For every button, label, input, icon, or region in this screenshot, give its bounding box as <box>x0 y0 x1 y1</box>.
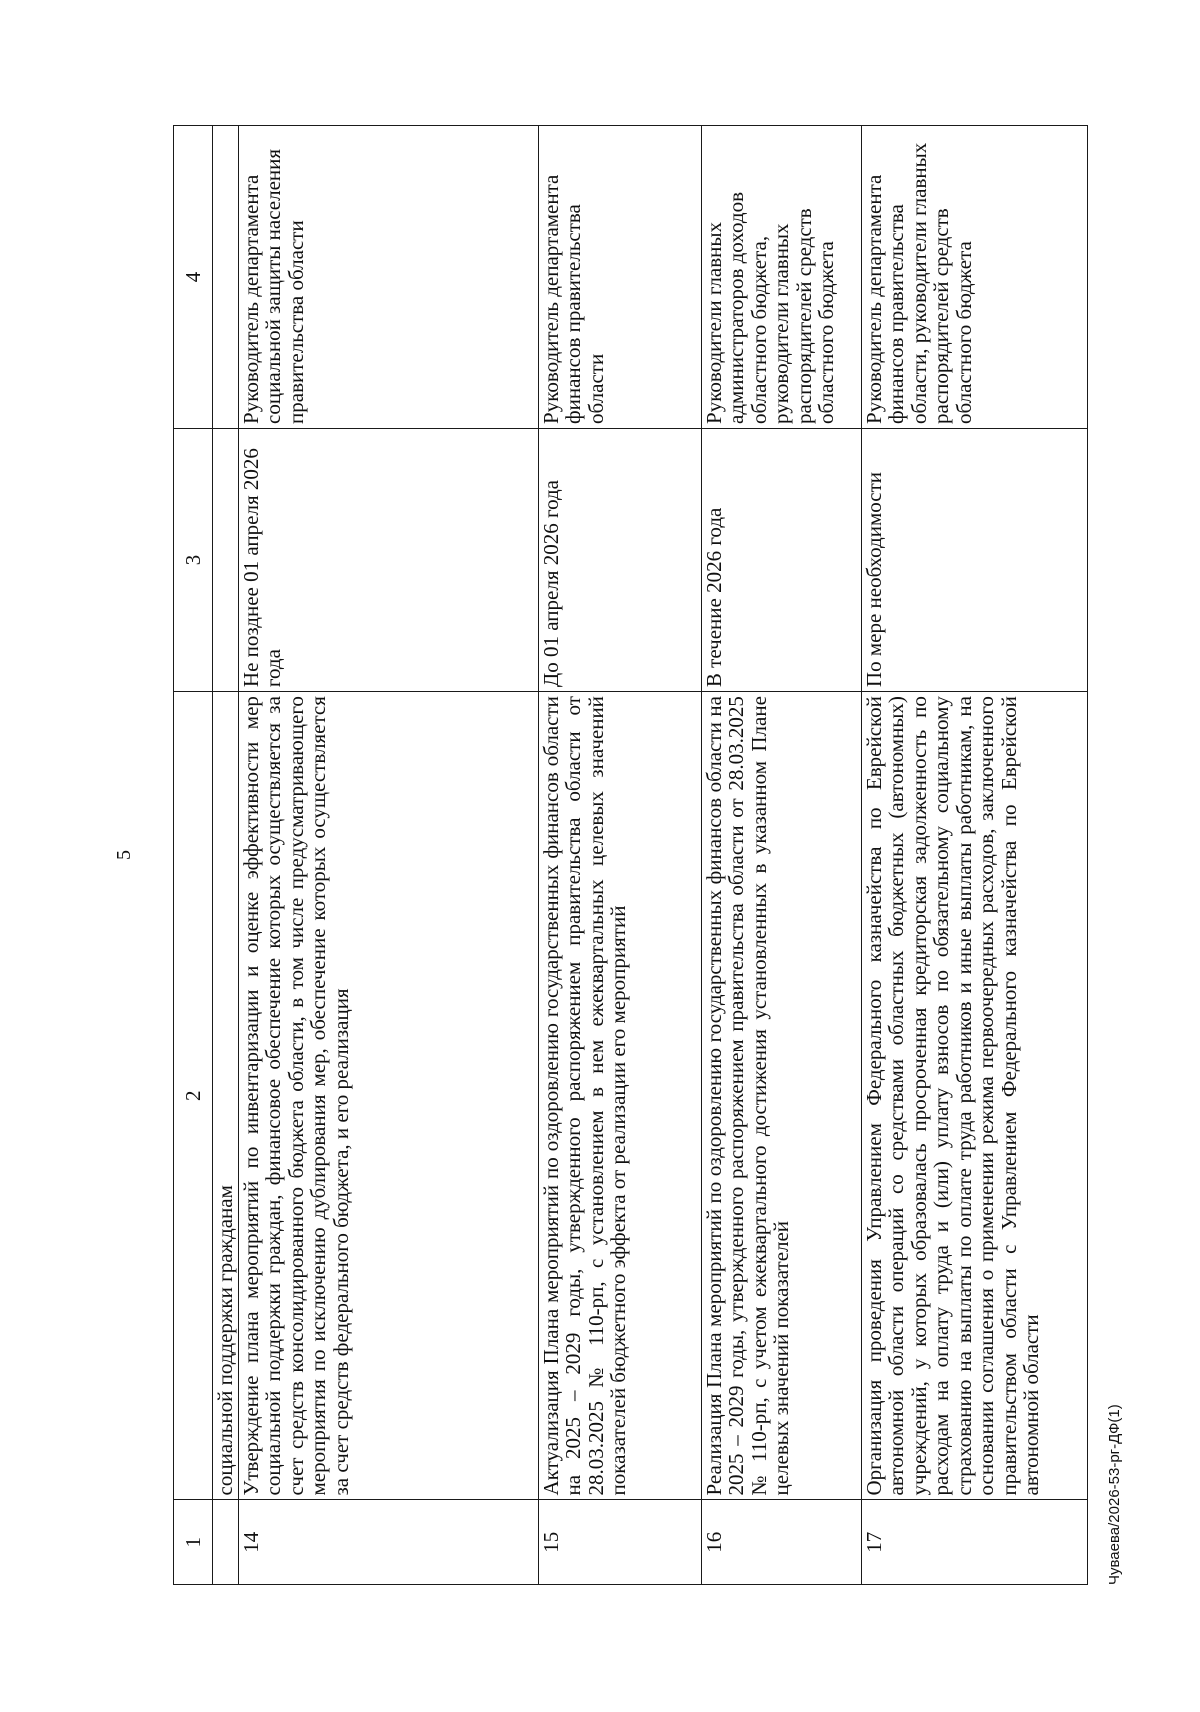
rotated-page <box>113 125 1088 1585</box>
row-number: 17 <box>861 1500 1088 1585</box>
section-title: социальной поддержки гражданам <box>213 692 239 1500</box>
activity-cell: Реализация Плана мероприятий по оздоровлению государственных финансов области на 2025 – 2029 годы, утвержденного распоряжением правительства области от 28.03.2025 № 110-рп, с учетом ежеквартального достижения установленных в указанном Плане целевых значений показателей <box>701 692 861 1500</box>
table-row <box>701 126 861 1585</box>
table-row <box>238 126 538 1585</box>
section-spacer-cell <box>213 428 239 691</box>
deadline-cell: По мере необходимости <box>861 428 1088 691</box>
column-header: 2 <box>174 692 213 1500</box>
plan-table <box>173 125 1088 1585</box>
responsible-cell: Руководитель департамента финансов правительства области, руководители главных распорядителей средств областного бюджета <box>861 126 1088 429</box>
responsible-cell: Руководители главных администраторов доходов областного бюджета, руководители главных распорядителей средств областного бюджета <box>701 126 861 429</box>
responsible-cell: Руководитель департамента финансов правительства области <box>538 126 701 429</box>
activity-cell: Актуализация Плана мероприятий по оздоровлению государственных финансов области на 2025 – 2029 годы, утвержденного распоряжением правительства области от 28.03.2025 № 110-рп, с установлением в нем ежеквартальных целевых значений показателей бюджетного эффекта от реализации его мероприятий <box>538 692 701 1500</box>
section-row <box>213 126 239 1585</box>
row-number: 14 <box>238 1500 538 1585</box>
column-header: 3 <box>174 428 213 691</box>
responsible-cell: Руководитель департамента социальной защиты населения правительства области <box>238 126 538 429</box>
page-number: 5 <box>113 850 135 860</box>
activity-cell: Утверждение плана мероприятий по инвентаризации и оценке эффективности мер социальной поддержки граждан, финансовое обеспечение которых осуществляется за счет средств консолидированного бюджета области, в том числе предусматривающего мероприятия по исключению дублирования мер, обеспечение которых осуществляется за счет средств федерального бюджета, и его реализация <box>238 692 538 1500</box>
row-number: 16 <box>701 1500 861 1585</box>
deadline-cell: До 01 апреля 2026 года <box>538 428 701 691</box>
deadline-cell: В течение 2026 года <box>701 428 861 691</box>
table-header-row <box>174 126 213 1585</box>
column-header: 1 <box>174 1500 213 1585</box>
row-number: 15 <box>538 1500 701 1585</box>
activity-cell: Организация проведения Управлением Федерального казначейства по Еврейской автономной области операций со средствами областных бюджетных (автономных) учреждений, у которых образовалась просроченная кредиторская задолженность по расходам на оплату труда и (или) уплату взносов по обязательному социальному страхованию на выплаты по оплате труда работников и иные выплаты работникам, на основании соглашения о применении режима первоочередных расходов, заключенного правительством области с Управлением Федерального казначейства по Еврейской автономной области <box>861 692 1088 1500</box>
table-row <box>861 126 1088 1585</box>
section-spacer-cell <box>213 126 239 429</box>
section-spacer-cell <box>213 1500 239 1585</box>
column-header: 4 <box>174 126 213 429</box>
document-code: Чуваева/2026-53-рг-ДФ(1) <box>1106 1404 1123 1585</box>
table-row <box>538 126 701 1585</box>
deadline-cell: Не позднее 01 апреля 2026 года <box>238 428 538 691</box>
